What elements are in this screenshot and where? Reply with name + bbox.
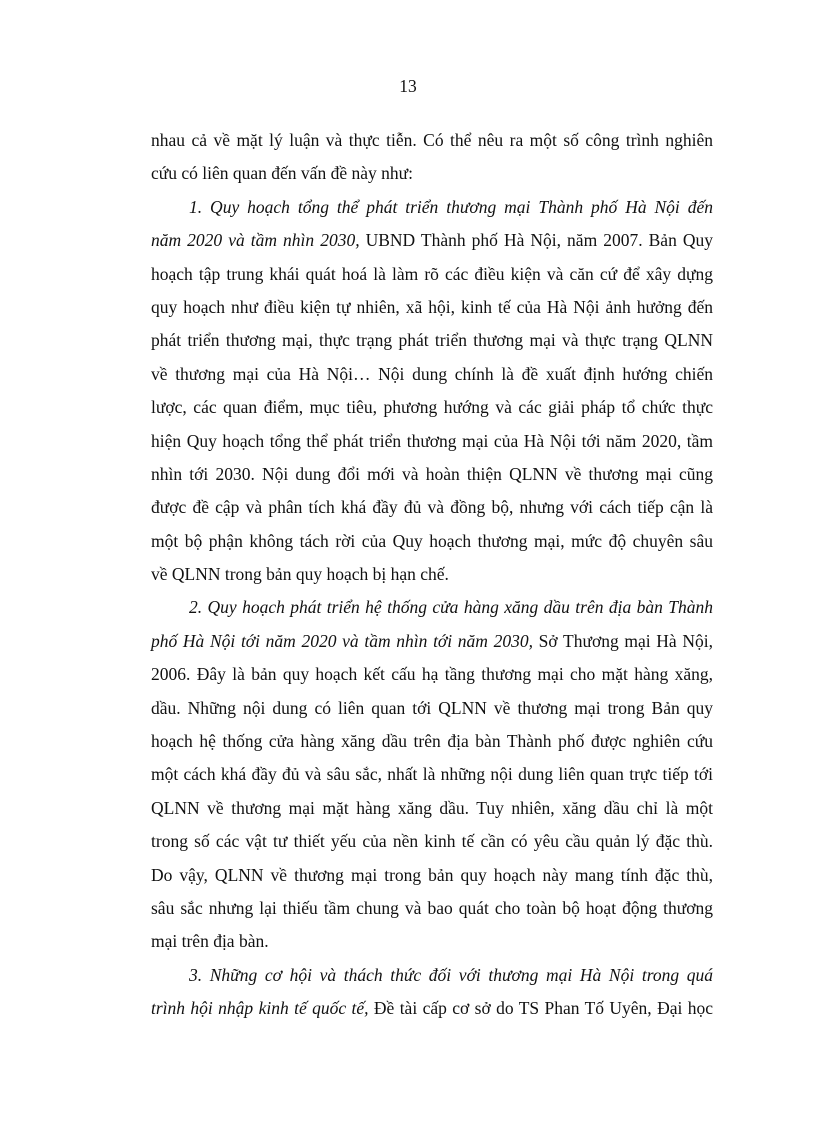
text-line	[151, 258, 713, 291]
text-line	[151, 859, 713, 892]
italic-text: 1. Quy hoạch tổng thể phát triển thương mại Thành phố Hà Nội đến	[189, 196, 713, 217]
body-text: QLNN về thương mại mặt hàng xăng dầu. Tuy nhiên, xăng dầu chỉ là một	[151, 797, 713, 818]
text-line	[151, 925, 713, 958]
text-line	[151, 825, 713, 858]
italic-text: năm 2020 và tầm nhìn 2030,	[151, 230, 360, 251]
body-text: hoạch tập trung khái quát hoá là làm rõ các điều kiện và căn cứ để xây dựng	[151, 263, 713, 284]
text-line	[151, 425, 713, 458]
body-text: hiện Quy hoạch tổng thể phát triển thương mại của Hà Nội tới năm 2020, tầm	[151, 430, 713, 451]
italic-text: 3. Những cơ hội và thách thức đối với thương mại Hà Nội trong quá	[189, 964, 713, 985]
body-text: được đề cập và phân tích khá đầy đủ và đồng bộ, nhưng với cách tiếp cận là	[151, 497, 713, 518]
page-number: 13	[399, 76, 417, 96]
text-line	[151, 458, 713, 491]
body-text: một cách khá đầy đủ và sâu sắc, nhất là những nội dung liên quan trực tiếp tới	[151, 764, 713, 785]
text-line	[151, 491, 713, 524]
text-line	[151, 625, 713, 658]
body-text: về QLNN trong bản quy hoạch bị hạn chế.	[151, 564, 449, 585]
italic-text: phố Hà Nội tới năm 2020 và tầm nhìn tới năm 2030,	[151, 630, 533, 651]
body-text: Do vậy, QLNN về thương mại trong bản quy hoạch này mang tính đặc thù,	[151, 864, 713, 885]
text-line	[151, 291, 713, 324]
document-body	[151, 124, 713, 1026]
text-line	[151, 558, 713, 591]
body-text: Sở Thương mại Hà Nội,	[533, 630, 713, 651]
body-text: quy hoạch như điều kiện tự nhiên, xã hội, kinh tế của Hà Nội ảnh hưởng đến	[151, 296, 713, 317]
text-line	[151, 157, 713, 190]
text-line	[151, 658, 713, 691]
italic-text: trình hội nhập kinh tế quốc tế,	[151, 998, 369, 1019]
body-text: nhìn tới 2030. Nội dung đổi mới và hoàn thiện QLNN về thương mại cũng	[151, 463, 713, 484]
text-line	[151, 992, 713, 1025]
text-line	[151, 124, 713, 157]
text-line	[151, 692, 713, 725]
text-line	[151, 959, 713, 992]
body-text: 2006. Đây là bản quy hoạch kết cấu hạ tầng thương mại cho mặt hàng xăng,	[151, 664, 713, 685]
body-text: Đề tài cấp cơ sở do TS Phan Tố Uyên, Đại học	[368, 998, 713, 1019]
body-text: một bộ phận không tách rời của Quy hoạch thương mại, mức độ chuyên sâu	[151, 530, 713, 551]
text-line	[151, 324, 713, 357]
body-text: trong số các vật tư thiết yếu của nền kinh tế cần có yêu cầu quản lý đặc thù.	[151, 831, 713, 852]
text-line	[151, 725, 713, 758]
body-text: cứu có liên quan đến vấn đề này như:	[151, 163, 413, 184]
body-text: về thương mại của Hà Nội… Nội dung chính là đề xuất định hướng chiến	[151, 363, 713, 384]
body-text: dầu. Những nội dung có liên quan tới QLNN về thương mại trong Bản quy	[151, 697, 713, 718]
body-text: mại trên địa bàn.	[151, 931, 269, 952]
text-line	[151, 792, 713, 825]
text-line	[151, 358, 713, 391]
text-line	[151, 591, 713, 624]
italic-text: 2. Quy hoạch phát triển hệ thống cửa hàng xăng dầu trên địa bàn Thành	[189, 597, 713, 618]
text-line	[151, 191, 713, 224]
body-text: sâu sắc nhưng lại thiếu tầm chung và bao quát cho toàn bộ hoạt động thương	[151, 897, 713, 918]
text-line	[151, 525, 713, 558]
body-text: nhau cả về mặt lý luận và thực tiễn. Có thể nêu ra một số công trình nghiên	[151, 130, 713, 150]
text-line	[151, 391, 713, 424]
text-line	[151, 224, 713, 257]
body-text: phát triển thương mại, thực trạng phát triển thương mại và thực trạng QLNN	[151, 330, 713, 351]
body-text: hoạch hệ thống cửa hàng xăng dầu trên địa bàn Thành phố được nghiên cứu	[151, 731, 713, 752]
body-text: UBND Thành phố Hà Nội, năm 2007. Bản Quy	[359, 230, 713, 251]
text-line	[151, 758, 713, 791]
body-text: lược, các quan điểm, mục tiêu, phương hướng và các giải pháp tổ chức thực	[151, 397, 713, 418]
text-line	[151, 892, 713, 925]
